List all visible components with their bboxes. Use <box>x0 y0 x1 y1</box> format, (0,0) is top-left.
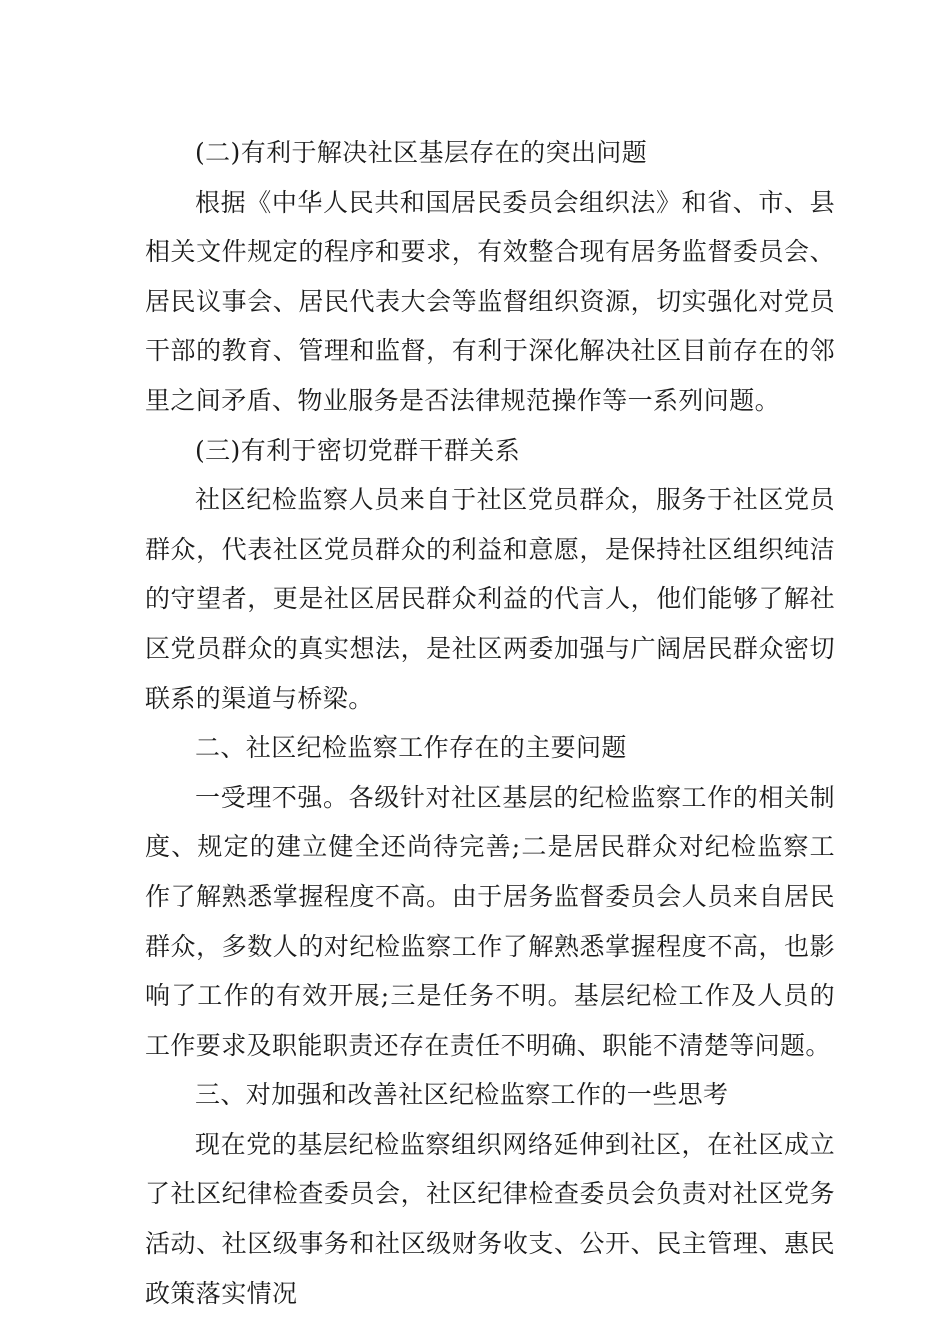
body-paragraph: 现在党的基层纪检监察组织网络延伸到社区，在社区成立了社区纪律检查委员会，社区纪律检查委员会负责对社区党务活动、社区级事务和社区级财务收支、公开、民主管理、惠民政策落实情况 <box>145 1129 835 1308</box>
chapter-heading-3: 三、对加强和改善社区纪检监察工作的一些思考 <box>195 1080 729 1110</box>
document-body <box>145 128 835 1318</box>
body-paragraph: 社区纪检监察人员来自于社区党员群众，服务于社区党员群众，代表社区党员群众的利益和意愿，是保持社区组织纯洁的守望者，更是社区居民群众利益的代言人，他们能够了解社区党员群众的真实想法，是社区两委加强与广阔居民群众密切联系的渠道与桥梁。 <box>145 485 835 713</box>
section-heading-2: (二)有利于解决社区基层存在的突出问题 <box>195 138 648 167</box>
section-heading-3: (三)有利于密切党群干群关系 <box>195 435 521 465</box>
chapter-heading-2: 二、社区纪检监察工作存在的主要问题 <box>195 733 627 763</box>
body-paragraph: 根据《中华人民共和国居民委员会组织法》和省、市、县相关文件规定的程序和要求，有效整合现有居务监督委员会、居民议事会、居民代表大会等监督组织资源，切实强化对党员干部的教育、管理和监督，有利于深化解决社区目前存在的邻里之间矛盾、物业服务是否法律规范操作等一系列问题。 <box>145 187 835 415</box>
body-paragraph: 一受理不强。各级针对社区基层的纪检监察工作的相关制度、规定的建立健全还尚待完善;二是居民群众对纪检监察工作了解熟悉掌握程度不高。由于居务监督委员会人员来自居民群众，多数人的对纪检监察工作了解熟悉掌握程度不高，也影响了工作的有效开展;三是任务不明。基层纪检工作及人员的工作要求及职能职责还存在责任不明确、职能不清楚等问题。 <box>145 782 835 1060</box>
